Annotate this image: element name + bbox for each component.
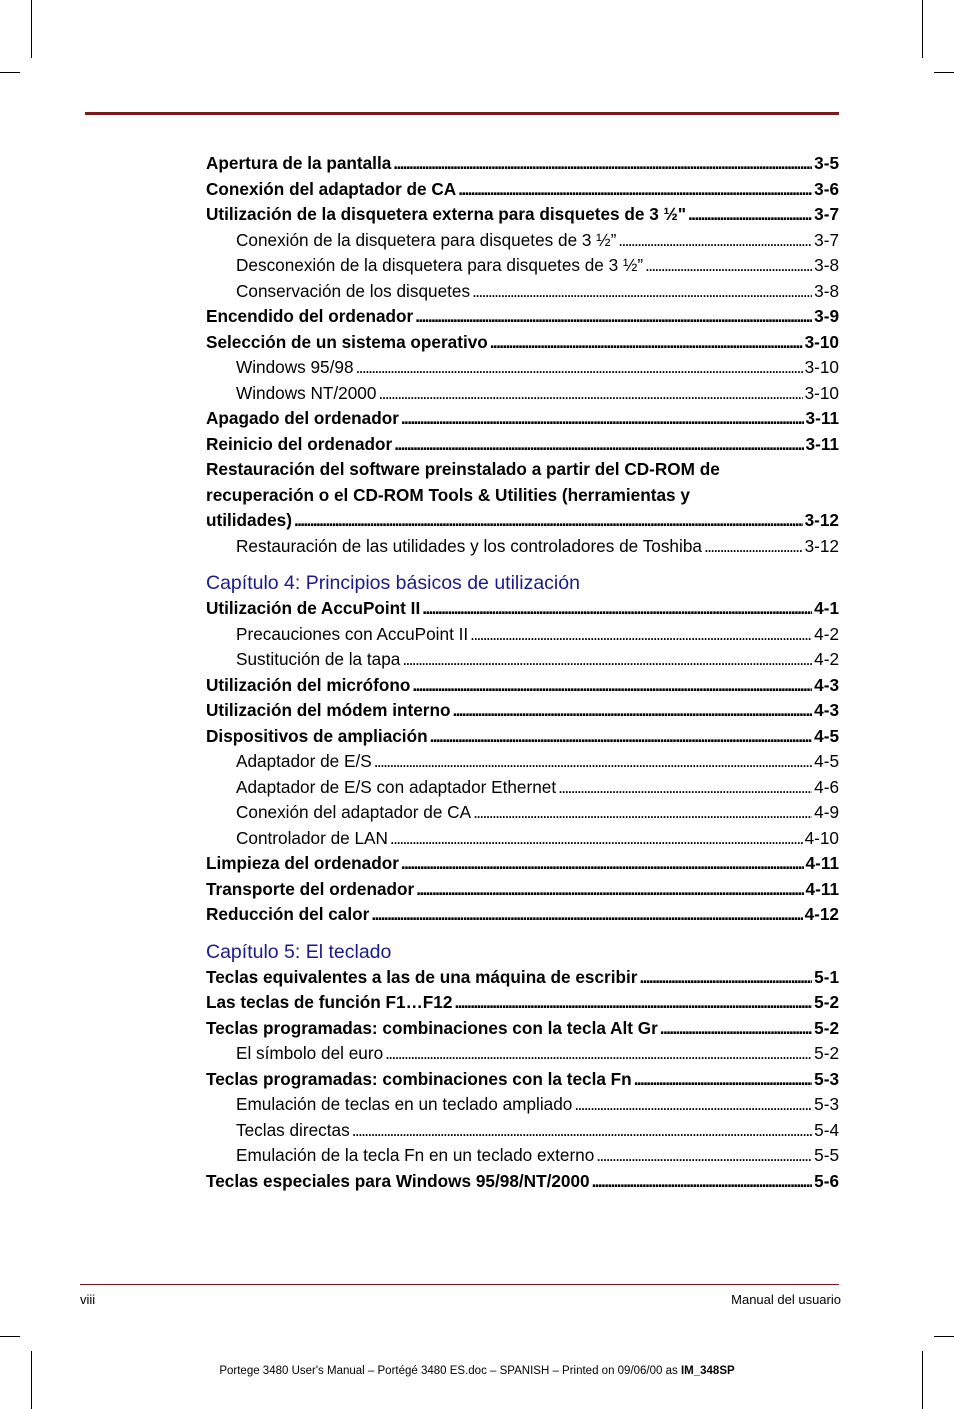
toc-entry-page: 3-7 [814, 204, 839, 224]
toc-entry-title: Utilización de AccuPoint II [206, 598, 421, 618]
table-of-contents [206, 151, 839, 1194]
toc-entry[interactable] [206, 698, 839, 724]
toc-entry-page: 4-9 [814, 802, 839, 822]
leader-dots [454, 990, 812, 1016]
toc-entry-page: 5-5 [814, 1145, 839, 1165]
toc-entry-page: 4-3 [814, 674, 839, 695]
crop-mark-top-right-vertical [922, 0, 923, 58]
leader-dots [639, 965, 812, 991]
leader-dots [356, 355, 803, 381]
toc-entry-title: Teclas directas [236, 1119, 350, 1140]
leader-dots [458, 177, 812, 203]
toc-chapter-5 [206, 965, 839, 1195]
leader-dots [390, 826, 803, 852]
print-info-line [0, 1365, 954, 1377]
toc-entry-page: 3-10 [804, 357, 839, 377]
toc-entry-title: Conexión del adaptador de CA [206, 178, 457, 199]
toc-entry-sub[interactable] [206, 381, 839, 407]
toc-entry-title-line: recuperación o el CD-ROM Tools & Utilities (herramientas y [206, 484, 690, 505]
toc-entry-title: Apertura de la pantalla [206, 153, 392, 173]
toc-entry[interactable] [206, 902, 839, 928]
leader-dots [412, 673, 812, 699]
toc-entry[interactable] [206, 1169, 839, 1195]
toc-entry[interactable] [206, 673, 839, 699]
toc-entry-title: Utilización del micrófono [206, 674, 411, 695]
leader-dots [490, 330, 803, 356]
toc-entry[interactable] [206, 724, 839, 750]
leader-dots [401, 406, 804, 432]
toc-entry-sub[interactable] [206, 228, 839, 254]
toc-entry-title: Emulación de la tecla Fn en un teclado externo [236, 1145, 595, 1165]
toc-entry-sub[interactable] [206, 800, 839, 826]
toc-entry-title: Teclas equivalentes a las de una máquina de escribir [206, 966, 638, 987]
toc-entry-page: 5-4 [814, 1119, 839, 1140]
toc-entry-page: 3-10 [804, 331, 839, 352]
toc-entry-title: Emulación de teclas en un teclado ampliado [236, 1094, 573, 1114]
crop-mark-top-left-horizontal [0, 72, 20, 73]
leader-dots [352, 1118, 812, 1144]
toc-entry-sub[interactable] [206, 1118, 839, 1144]
leader-dots [378, 381, 802, 407]
toc-entry-sub[interactable] [206, 534, 839, 560]
toc-entry-page: 4-6 [814, 776, 839, 797]
print-info-text: Portege 3480 User's Manual – Portégé 3480 ES.doc – SPANISH – Printed on 09/06/00 as [219, 1365, 681, 1377]
toc-entry-sub[interactable] [206, 1143, 839, 1169]
leader-dots [472, 279, 812, 305]
toc-entry[interactable] [206, 330, 839, 356]
toc-entry-page: 3-10 [804, 382, 839, 403]
toc-entry-title: Controlador de LAN [236, 827, 388, 848]
toc-entry-last-line [206, 508, 839, 534]
toc-entry-title: Selección de un sistema operativo [206, 331, 488, 352]
toc-entry-page: 5-2 [814, 1043, 839, 1063]
toc-entry-page: 4-2 [814, 649, 839, 669]
toc-chapter-4 [206, 596, 839, 928]
toc-entry-title: Reinicio del ordenador [206, 433, 393, 454]
leader-dots [470, 622, 812, 648]
leader-dots [660, 1016, 812, 1042]
toc-entry-title: Dispositivos de ampliación [206, 725, 428, 746]
toc-entry-title: Transporte del ordenador [206, 878, 415, 899]
leader-dots [704, 534, 803, 560]
toc-entry-sub[interactable] [206, 775, 839, 801]
footer-rule [80, 1284, 839, 1285]
toc-entry-page: 4-5 [814, 725, 839, 746]
toc-entry-title: Conservación de los disquetes [236, 280, 471, 301]
toc-entry-title: Sustitución de la tapa [236, 649, 401, 669]
toc-entry-page: 4-5 [814, 751, 839, 771]
leader-dots [645, 253, 812, 279]
chapter-4-heading[interactable]: Capítulo 4: Principios básicos de utilización [206, 572, 580, 594]
leader-dots [394, 432, 803, 458]
crop-mark-bottom-left-horizontal [0, 1336, 20, 1337]
leader-dots [596, 1143, 812, 1169]
toc-entry[interactable] [206, 965, 839, 991]
toc-entry-sub[interactable] [206, 749, 839, 775]
leader-dots [473, 800, 812, 826]
toc-entry-title: Las teclas de función F1…F12 [206, 992, 453, 1012]
toc-entry[interactable] [206, 1016, 839, 1042]
toc-entry-page: 3-8 [814, 255, 839, 275]
leader-dots [452, 698, 812, 724]
leader-dots [634, 1067, 812, 1093]
leader-dots [688, 202, 812, 228]
leader-dots [401, 851, 804, 877]
toc-entry-title: El símbolo del euro [236, 1043, 384, 1063]
chapter-5-heading[interactable]: Capítulo 5: El teclado [206, 940, 392, 963]
toc-entry-title: Conexión de la disquetera para disquetes de 3 ½” [236, 229, 617, 250]
toc-entry[interactable] [206, 304, 839, 330]
toc-entry-sub[interactable] [206, 253, 839, 279]
toc-entry-page: 3-11 [805, 408, 839, 428]
toc-entry[interactable] [206, 202, 839, 228]
toc-entry-title: Desconexión de la disquetera para disquetes de 3 ½” [236, 255, 644, 275]
toc-entry-title: Reducción del calor [206, 904, 370, 924]
toc-entry-title: Encendido del ordenador [206, 306, 414, 326]
toc-entry[interactable] [206, 596, 839, 622]
toc-entry-title: Apagado del ordenador [206, 408, 399, 428]
toc-entry-sub[interactable] [206, 622, 839, 648]
leader-dots [415, 304, 812, 330]
toc-entry-title: Adaptador de E/S con adaptador Ethernet [236, 776, 557, 797]
leader-dots [592, 1169, 813, 1195]
leader-dots [294, 508, 803, 534]
crop-mark-top-left-vertical [31, 0, 32, 58]
toc-entry-page: 4-2 [814, 623, 839, 644]
toc-entry-title: Precauciones con AccuPoint II [236, 623, 469, 644]
crop-mark-bottom-right-vertical [922, 1351, 923, 1409]
toc-entry-sub[interactable] [206, 355, 839, 381]
toc-entry-page: 5-3 [814, 1094, 839, 1114]
toc-entry-title: Windows NT/2000 [236, 382, 377, 403]
toc-entry-title: Adaptador de E/S [236, 751, 372, 771]
toc-entry[interactable] [206, 177, 839, 203]
crop-mark-bottom-left-vertical [31, 1351, 32, 1409]
toc-entry-sub[interactable] [206, 279, 839, 305]
toc-entry-page: 4-12 [804, 904, 839, 924]
toc-entry[interactable] [206, 432, 839, 458]
toc-entry-title: Limpieza del ordenador [206, 853, 399, 873]
leader-dots [374, 749, 812, 775]
header-rule [85, 112, 839, 115]
toc-entry-page: 3-12 [804, 535, 839, 556]
toc-entry-page: 3-8 [814, 280, 839, 301]
toc-entry-title: Teclas especiales para Windows 95/98/NT/2000 [206, 1170, 590, 1191]
toc-entry-sub[interactable] [206, 647, 839, 673]
toc-entry-restore[interactable] [206, 457, 839, 534]
toc-entry-title: Teclas programadas: combinaciones con la tecla Alt Gr [206, 1017, 658, 1038]
crop-mark-top-right-horizontal [934, 72, 954, 73]
toc-entry-title: Windows 95/98 [236, 357, 354, 377]
toc-entry-page: 4-1 [814, 598, 839, 618]
toc-entry[interactable] [206, 877, 839, 903]
toc-entry-title-line: Restauración del software preinstalado a partir del CD-ROM de [206, 459, 720, 479]
toc-entry[interactable] [206, 1067, 839, 1093]
toc-entry-page: 5-1 [814, 966, 839, 987]
leader-dots [558, 775, 812, 801]
toc-entry-page: 4-11 [805, 853, 839, 873]
toc-entry-page: 3-7 [814, 229, 839, 250]
leader-dots [371, 902, 802, 928]
leader-dots [430, 724, 813, 750]
toc-entry-page: 5-2 [814, 1017, 839, 1038]
manual-title: Manual del usuario [731, 1292, 841, 1307]
print-info-code: IM_348SP [680, 1365, 735, 1377]
toc-entry-sub[interactable] [206, 1092, 839, 1118]
toc-entry-page: 4-11 [805, 878, 839, 899]
leader-dots [422, 596, 812, 622]
toc-entry-title: Restauración de las utilidades y los controladores de Toshiba [236, 535, 702, 556]
leader-dots [393, 151, 812, 177]
toc-entry-page: 3-5 [814, 153, 839, 173]
leader-dots [402, 647, 812, 673]
toc-entry-title: Teclas programadas: combinaciones con la tecla Fn [206, 1068, 632, 1089]
toc-entry-page: 3-6 [814, 178, 839, 199]
toc-section-3 [206, 151, 839, 457]
toc-entry-page: 5-6 [814, 1170, 839, 1191]
toc-entry[interactable] [206, 990, 839, 1016]
toc-entry[interactable] [206, 851, 839, 877]
leader-dots [416, 877, 803, 903]
toc-entry-title: Utilización de la disquetera externa para disquetes de 3 ½" [206, 204, 687, 224]
toc-entry-page: 3-9 [814, 306, 839, 326]
toc-entry[interactable] [206, 151, 839, 177]
toc-entry-title: Conexión del adaptador de CA [236, 802, 472, 822]
toc-entry-sub[interactable] [206, 826, 839, 852]
toc-entry-sub[interactable] [206, 1041, 839, 1067]
leader-dots [385, 1041, 812, 1067]
toc-entry-page: 3-12 [804, 510, 839, 530]
toc-entry-page: 5-3 [814, 1068, 839, 1089]
crop-mark-bottom-right-horizontal [934, 1336, 954, 1337]
toc-entry-title: Utilización del módem interno [206, 700, 451, 720]
toc-entry-page: 5-2 [814, 992, 839, 1012]
page-number: viii [80, 1292, 96, 1307]
toc-entry-page: 4-10 [804, 827, 839, 848]
toc-entry-title: utilidades) [206, 510, 292, 530]
leader-dots [618, 228, 812, 254]
toc-entry-page: 4-3 [814, 700, 839, 720]
toc-entry-page: 3-11 [805, 433, 839, 454]
toc-entry[interactable] [206, 406, 839, 432]
leader-dots [574, 1092, 812, 1118]
